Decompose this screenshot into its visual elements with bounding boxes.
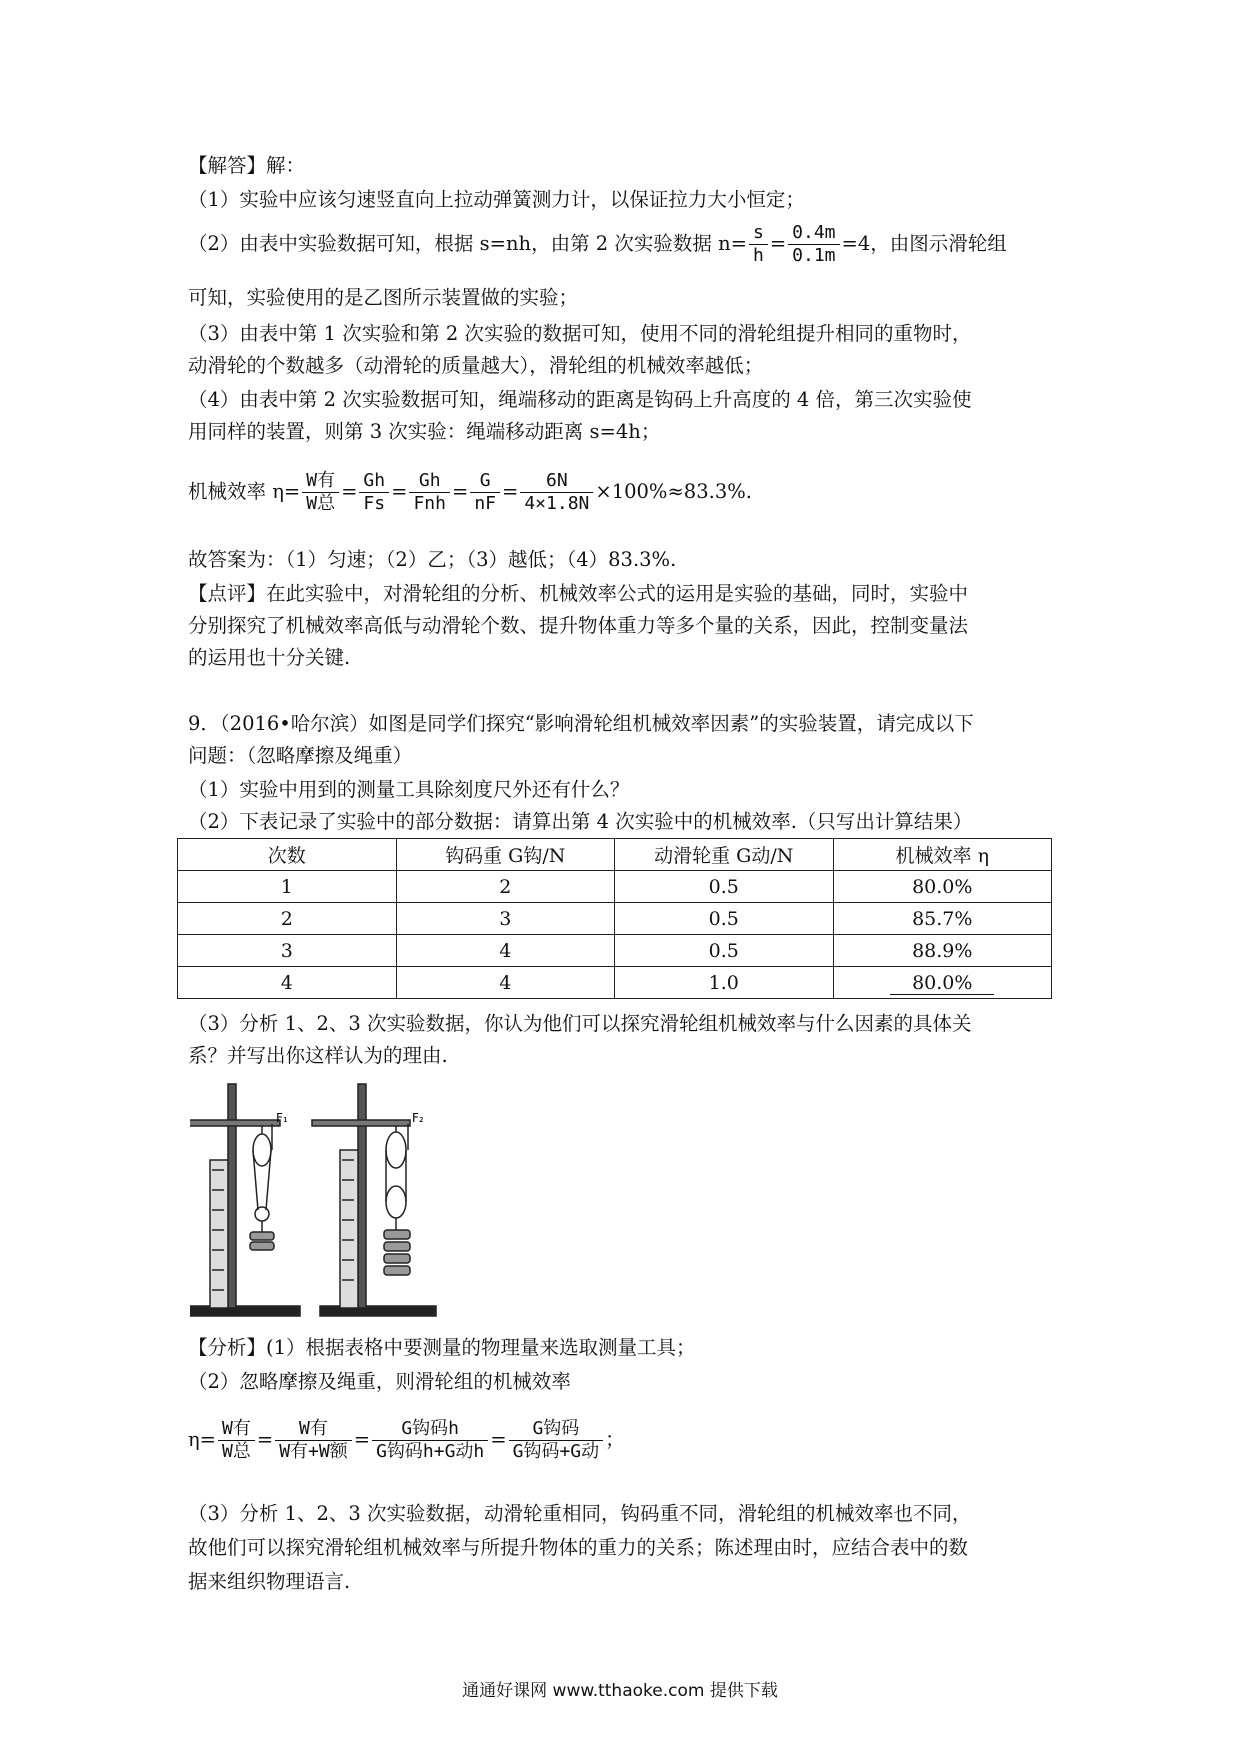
- table-cell: 0.5: [615, 871, 834, 903]
- answer-value: 80.0%: [890, 972, 994, 995]
- answer-p2-formula-line: （2）由表中实验数据可知，根据 s=nh，由第 2 次实验数据 n= $\frac{s}{h}$ = $\frac{0.4m}{0.1m}$ =4，由图示滑轮组: [188, 222, 1007, 266]
- analysis-formula: η= $\frac{\text{W有}}{\text{W总}}$ = $\frac{\text{W有}}{\text{W有+W额}}$ = $\frac{\text{G钩码h}}{\text{G钩码h+G动h}}$ = $\frac{\text{G钩码}}{\text{G钩码+G动}}$ ；: [188, 1418, 625, 1462]
- final-answer: 故答案为：（1）匀速；（2）乙；（3）越低；（4）83.3%.: [188, 548, 677, 571]
- table-cell: 3: [178, 935, 397, 967]
- table-header-row: [178, 839, 1052, 871]
- fraction-w1: $\frac{\text{W有}}{\text{W总}}$: [218, 1418, 255, 1463]
- q9-text-b: 问题：（忽略摩擦及绳重）: [188, 744, 413, 767]
- table-cell: 4: [178, 967, 397, 999]
- answer-p2-c: 可知，实验使用的是乙图所示装置做的实验；: [188, 286, 579, 309]
- answer-p3-a: （3）由表中第 1 次实验和第 2 次实验的数据可知，使用不同的滑轮组提升相同的重物时，: [188, 322, 972, 345]
- efficiency-formula: 机械效率 η= $\frac{\text{W有}}{\text{W总}}$ = $\frac{Gh}{Fs}$ = $\frac{Gh}{\text{Fnh}}$ = $\frac{G}{nF}$ = $\frac{6N}{4\times 1.8N}$ ×100%≈83.3%.: [188, 470, 752, 514]
- table-cell: 4: [396, 935, 615, 967]
- answer-header: 【解答】解：: [188, 154, 306, 177]
- answer-p4-a: （4）由表中第 2 次实验数据可知，绳端移动的距离是钩码上升高度的 4 倍，第三次实验使: [188, 388, 972, 411]
- analysis-3-c: 据来组织物理语言.: [188, 1570, 351, 1593]
- table-header: 机械效率 η: [833, 839, 1052, 871]
- table-cell: 0.5: [615, 903, 834, 935]
- table-header: 动滑轮重 G动/N: [615, 839, 834, 871]
- fraction-gh-fnh: $\frac{Gh}{\text{Fnh}}$: [409, 470, 450, 515]
- table-header: 次数: [178, 839, 397, 871]
- fraction-g-h: $\frac{\text{G钩码h}}{\text{G钩码h+G动h}}$: [372, 1418, 488, 1463]
- q9-part2: （2）下表记录了实验中的部分数据：请算出第 4 次实验中的机械效率.（只写出计算结果）: [188, 810, 973, 833]
- table-header: 钩码重 G钩/N: [396, 839, 615, 871]
- experiment-table: [177, 838, 1052, 999]
- q9-part3-a: （3）分析 1、2、3 次实验数据，你认为他们可以探究滑轮组机械效率与什么因素的具体关: [188, 1012, 972, 1035]
- table-cell: 85.7%: [833, 903, 1052, 935]
- answer-p3-b: 动滑轮的个数越多（动滑轮的质量越大），滑轮组的机械效率越低；: [188, 354, 764, 377]
- table-cell: 2: [178, 903, 397, 935]
- table-cell: 2: [396, 871, 615, 903]
- table-row: [178, 903, 1052, 935]
- table-cell: 0.5: [615, 935, 834, 967]
- q9-part3-b: 系？并写出你这样认为的理由.: [188, 1044, 448, 1067]
- fraction-values: $\frac{0.4m}{0.1m}$: [788, 222, 839, 267]
- table-cell: 80.0%: [833, 871, 1052, 903]
- fraction-g: $\frac{\text{G钩码}}{\text{G钩码+G动}}$: [509, 1418, 604, 1463]
- table-cell: 88.9%: [833, 935, 1052, 967]
- answer-p4-b: 用同样的装置，则第 3 次实验：绳端移动距离 s=4h；: [188, 420, 661, 443]
- analysis-3-a: （3）分析 1、2、3 次实验数据，动滑轮重相同，钩码重不同，滑轮组的机械效率也不同，: [188, 1502, 972, 1525]
- table-cell: 1: [178, 871, 397, 903]
- answer-p1: （1）实验中应该匀速竖直向上拉动弹簧测力计，以保证拉力大小恒定；: [188, 188, 805, 211]
- fraction-values-eff: $\frac{6N}{4\times 1.8N}$: [520, 470, 593, 515]
- table-row: [178, 871, 1052, 903]
- answer-p2-text-b: =4，由图示滑轮组: [841, 232, 1007, 255]
- fraction-w: $\frac{\text{W有}}{\text{W总}}$: [302, 470, 339, 515]
- figure-label-f1: F₁: [276, 1111, 288, 1125]
- fraction-g-nf: $\frac{G}{nF}$: [470, 470, 500, 515]
- fraction-w2: $\frac{\text{W有}}{\text{W有+W额}}$: [275, 1418, 352, 1463]
- comment-b: 分别探究了机械效率高低与动滑轮个数、提升物体重力等多个量的关系，因此，控制变量法: [188, 614, 969, 637]
- table-cell: 4: [396, 967, 615, 999]
- fraction-gh-fs: $\frac{Gh}{Fs}$: [359, 470, 389, 515]
- table-cell: 1.0: [615, 967, 834, 999]
- figure-label-f2: F₂: [412, 1111, 424, 1125]
- pulley-apparatus-figure: [190, 1080, 490, 1320]
- table-row: [178, 935, 1052, 967]
- table-cell: [833, 967, 1052, 999]
- answer-p2-text: （2）由表中实验数据可知，根据 s=nh，由第 2 次实验数据 n=: [188, 232, 747, 255]
- q9-part1: （1）实验中用到的测量工具除刻度尺外还有什么？: [188, 778, 630, 801]
- footer-text: 通通好课网 www.tthaoke.com 提供下载: [462, 1681, 778, 1701]
- q9-text-a: 9．（2016•哈尔滨）如图是同学们探究“影响滑轮组机械效率因素”的实验装置，请完成以下: [188, 712, 974, 735]
- analysis-3-b: 故他们可以探究滑轮组机械效率与所提升物体的重力的关系；陈述理由时，应结合表中的数: [188, 1536, 969, 1559]
- fraction-s-over-h: $\frac{s}{h}$: [749, 222, 768, 267]
- analysis-1: 【分析】(1）根据表格中要测量的物理量来选取测量工具；: [188, 1336, 696, 1359]
- comment-a: 【点评】在此实验中，对滑轮组的分析、机械效率公式的运用是实验的基础，同时，实验中: [188, 582, 969, 605]
- table-cell: 3: [396, 903, 615, 935]
- comment-c: 的运用也十分关键.: [188, 646, 351, 669]
- analysis-2: （2）忽略摩擦及绳重，则滑轮组的机械效率: [188, 1370, 571, 1393]
- table-row: [178, 967, 1052, 999]
